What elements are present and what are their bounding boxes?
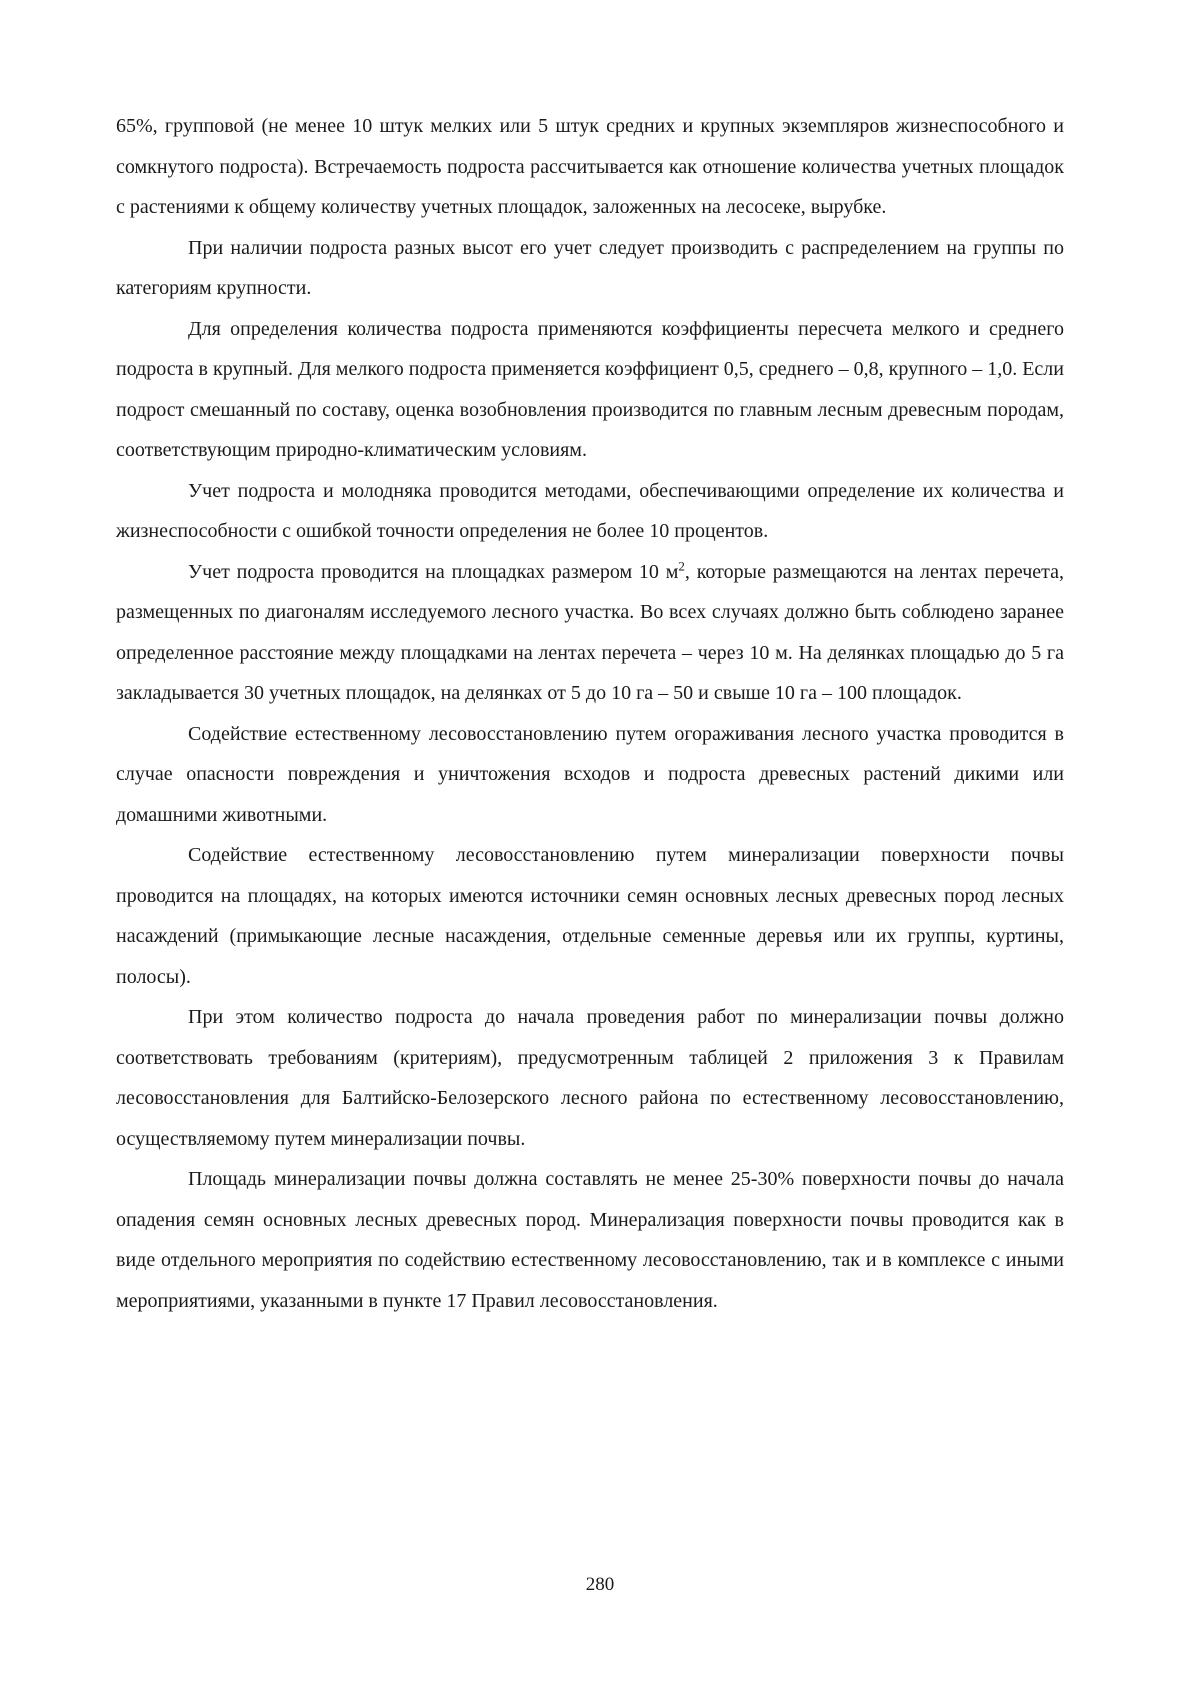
paragraph-9: Площадь минерализации почвы должна составлять не менее 25-30% поверхности почвы до начала опадения семян основных лесных древесных пород. Минерализация поверхности почвы проводится как в виде отдельного мероприятия по содействию естественному лесовосстановлению, так и в комплексе с иными мероприятиями, указанными в пункте 17 Правил лесовосстановления.	[116, 1168, 1064, 1312]
paragraph-5-text-before: Учет подроста проводится на площадках размером 10 м	[188, 560, 679, 583]
paragraph-6: Содействие естественному лесовосстановлению путем огораживания лесного участка проводится в случае опасности повреждения и уничтожения всходов и подроста древесных растений дикими или домашними животными.	[116, 722, 1064, 826]
paragraph-4: Учет подроста и молодняка проводится методами, обеспечивающими определение их количества и жизнеспособности с ошибкой точности определения не более 10 процентов.	[116, 479, 1064, 542]
paragraph-8: При этом количество подроста до начала проведения работ по минерализации почвы должно соответствовать требованиям (критериям), предусмотренным таблицей 2 приложения 3 к Правилам лесовосстановления для Балтийско-Белозерского лесного района по естественному лесовосстановлению, осуществляемому путем минерализации почвы.	[116, 1006, 1064, 1150]
paragraph-3: Для определения количества подроста применяются коэффициенты пересчета мелкого и среднего подроста в крупный. Для мелкого подроста применяется коэффициент 0,5, среднего – 0,8, крупного – 1,0. Если подрост смешанный по составу, оценка возобновления производится по главным лесным древесным породам, соответствующим природно-климатическим условиям.	[116, 317, 1064, 461]
paragraph-2: При наличии подроста разных высот его учет следует производить с распределением на группы по категориям крупности.	[116, 236, 1064, 299]
superscript-2: 2	[678, 557, 685, 573]
body-text	[116, 106, 1064, 1321]
page-number: 280	[585, 1574, 615, 1595]
paragraph-1: 65%, групповой (не менее 10 штук мелких или 5 штук средних и крупных экземпляров жизнеспособного и сомкнутого подроста). Встречаемость подроста рассчитывается как отношение количества учетных площадок с растениями к общему количеству учетных площадок, заложенных на лесосеке, вырубке.	[116, 115, 1064, 218]
paragraph-7: Содействие естественному лесовосстановлению путем минерализации поверхности почвы проводится на площадях, на которых имеются источники семян основных лесных древесных пород лесных насаждений (примыкающие лесные насаждения, отдельные семенные деревья или их группы, куртины, полосы).	[116, 844, 1064, 988]
paragraph-5	[116, 552, 1064, 714]
paragraph-5-text-after: , которые размещаются на лентах перечета, размещенных по диагоналям исследуемого лесного участка. Во всех случаях должно быть соблюдено заранее определенное расстояние между площадками на лентах перечета – через 10 м. На делянках площадью до 5 га закладывается 30 учетных площадок, на делянках от 5 до 10 га – 50 и свыше 10 га – 100 площадок.	[116, 560, 1064, 704]
